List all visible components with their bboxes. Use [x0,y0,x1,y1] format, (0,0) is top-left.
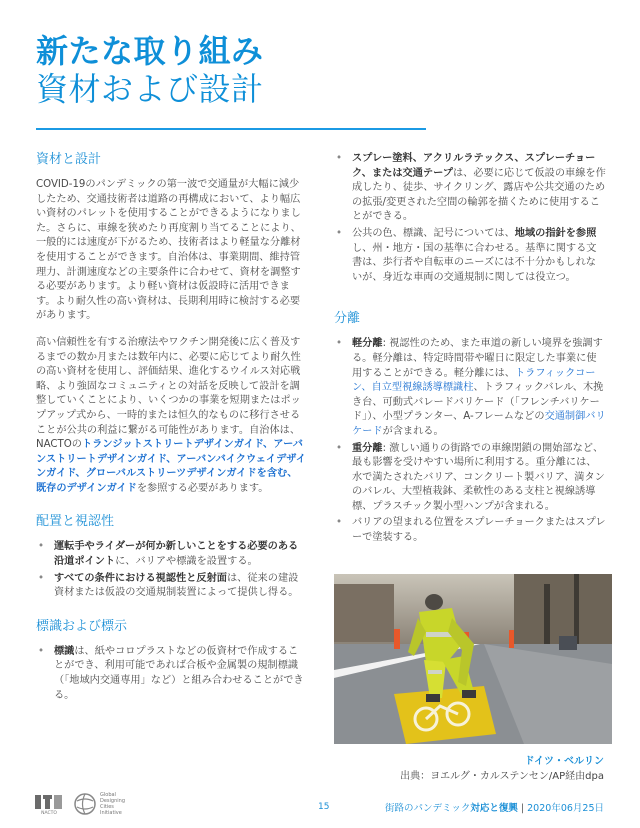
list-item [334,152,606,225]
traffic-cone-link[interactable]: トラフィックコーン、自立型視線誘導標識柱 [352,367,596,394]
list-item-bold: すべての条件における視認性と反射面 [54,572,227,584]
list-item-text: が含まれる。 [382,425,444,437]
list-item [334,227,606,285]
list-item [36,540,306,569]
list-item [36,572,306,601]
bullet-icon: • [336,153,343,164]
gdci-logo [74,792,125,816]
materials-paragraph-1: COVID-19のパンデミックの第一波で交通量が大幅に減少したため、交通技術者は道路の再構成において、より幅広い資材のパレットを使用することができるようになりました。さらに、車線を狭めたり再度割り当てることにより、一般的には速度が下がるため、技術者はより軽量な分離材を使用することができます。自治体は、事業期間、維持管理力、計測速度などの主要条件に合わせて、資材を調整する必要があります。より軽い資材は仮設時に活用できます。より耐久性の高い資材は、長期利用時に検討する必要があります。 [36,179,301,322]
list-item [36,645,306,703]
page-number: 15 [318,802,330,812]
section-heading-placement: 配置と視認性 [36,514,115,530]
list-item-text: し、州・地方・国の基準に合わせる。基準に関する文書は、歩行者や自転車のニーズには不十分かもしれないが、身近な車両の交通規制に関しては役立つ。 [352,242,597,283]
photo-caption-place: ドイツ・ベルリン [524,756,604,767]
section-heading-separation: 分離 [334,311,361,327]
design-guides-link[interactable]: トランジットストリートデザインガイド、アーバンストリートデザインガイド、アーバンバイクウェイデザインガイド、グローバルストリーツデザインガイドを含む、既存のデザインガイド [36,439,306,494]
list-item-bold: 軽分離 [352,338,383,350]
list-item-text: バリアの望まれる位置をスプレーチョークまたはスプレーで塗装する。 [352,517,606,544]
bullet-icon: • [336,517,343,529]
list-item-bold: スプレー塗料、アクリルラテックス、スプレーチョーク、または交通テープ [352,153,596,179]
bullet-icon: • [336,338,343,350]
right-column [334,152,606,548]
materials-paragraph-2-text: 高い信頼性を有する治療法やワクチン開発後に広く普及するまでの数か月または数年内に、必要に応じてより耐久性の高い資材を使用し、評価結果、進化するウイルス対応戦略、より強固なコミュニティとの対話を反映して設計を調整していくことにより、いくつかの事業を短期またはポップアップ式から、一時的または恒久的なものに移行させることが公共の利益に繋がる可能性があります。自治体は、NACTOの [36,336,301,451]
list-item-text: は、必要に応じて仮設の車線を作成したり、徒歩、サイクリング、露店や公共交通のための拡張/変更された空間の輪郭を描くために使用することができる。 [352,167,606,223]
section-signage [36,619,306,703]
list-item-text: に、バリアや標識を設置する。 [115,556,258,568]
list-item-bold: 地域の指針を参照 [514,227,597,239]
footer-doc-title: 街路のパンデミック対応と復興 | 2020年06月25日 [385,803,604,814]
list-item-text: は、紙やコロプラストなどの仮資材で作成することができ、利用可能であれば合板や金属製の規制標識（「地域内交通専用」など）と組み合わせることができる。 [54,645,304,701]
list-item-text: 、トラフィックバレル、木挽き台、可動式バレードバリケード（「フレンチバリケード」）、小型プランター、A-フレームなどの [352,382,604,423]
list-item [334,442,606,515]
section-heading-materials: 資材と設計 [36,152,102,167]
section-placement [36,514,306,600]
page-title-line1: 新たな取り組み [36,32,264,70]
street-photo [334,574,612,744]
list-item-pre: 公共の色、標識、記号については、 [352,227,515,239]
worker-stenciling-bike-lane-image [334,574,612,744]
nacto-logo-text: NACTO [41,811,57,815]
globe-icon [74,793,96,815]
materials-paragraph-2-tail: を参照する必要があります。 [136,482,269,494]
bullet-icon: • [38,572,45,584]
list-item-text: は、従来の建設資材または仮設の交通規制装置によって提供し得る。 [54,572,299,599]
bullet-icon: • [38,541,45,553]
list-item-text: : 視認性のため、また車道の新しい境界を強調する。軽分離は、特定時間帯や曜日に限定した事業に使用することができる。軽分離には、 [352,338,603,379]
materials-paragraph-2 [36,336,306,497]
footer-logos [34,792,125,816]
list-item-bold: 運転手やライダーが何か新しいことをする必要のある沿道ポイント [54,541,299,568]
bullet-icon: • [38,645,45,657]
list-item-bold: 重分離 [352,442,383,454]
bullet-icon: • [336,227,343,239]
list-item-bold: 標識 [54,645,75,657]
left-column [36,152,306,705]
nacto-logo-icon [34,793,64,815]
bullet-icon: • [336,442,343,454]
list-item-text: : 激しい通りの街路での車線閉鎖の開始部など、最も影響を受けやすい場所に利用する。重分離には、水で満たされたバリア、コンクリート製バリア、満タンのバレル、大型植栽鉢、柔軟性のある支柱と視線誘導標、プラスチック製小型ハンプが含まれる。 [352,442,605,512]
title-divider [36,128,426,130]
photo-caption-credit: 出典：ヨエルグ・カルステンセン/AP経由dpa [400,771,604,782]
list-item [334,337,606,439]
list-item [334,516,606,545]
traffic-barricade-link[interactable]: 交通制御バリケード [352,411,606,437]
page-title-line2: 資材および設計 [36,70,264,108]
gdci-logo-text: Global Designing Cities Initiative [100,792,125,816]
section-heading-signage: 標識および標示 [36,618,128,634]
section-separation [334,311,606,545]
